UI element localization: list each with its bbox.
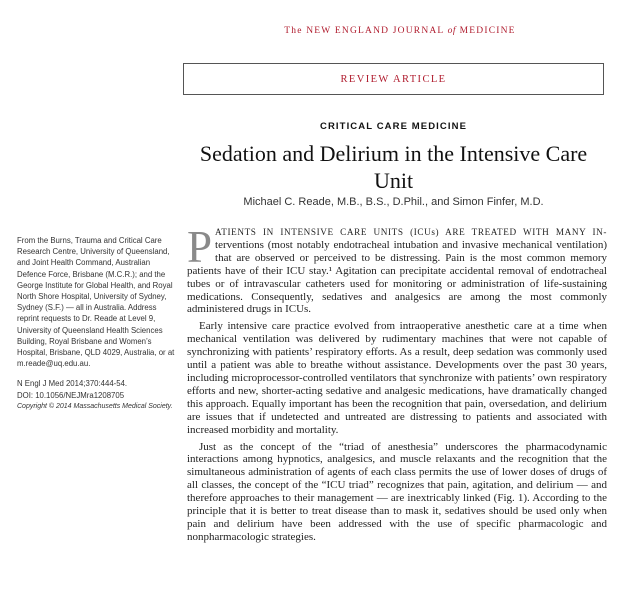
sidebar-notes bbox=[17, 235, 175, 412]
journal-header bbox=[180, 26, 620, 36]
article-type-label: REVIEW ARTICLE bbox=[340, 74, 447, 85]
journal-name-prefix: The NEW ENGLAND JOURNAL bbox=[284, 26, 445, 36]
body-paragraph-1-text: terventions (most notably endotracheal intubation and invasive mechanical ventilation) that are observed or perceived to be distressing. Pain is the most common memory patients have of their ICU stay.¹ Agitation can precipitate accidental removal of endotracheal tubes or of intravascular catheters used for monitoring or administration of life-sustaining medications. Consequently, sedatives and analgesics are among the most commonly administered drugs in ICUs. bbox=[187, 238, 607, 316]
journal-name-suffix: MEDICINE bbox=[459, 26, 516, 36]
doi-link[interactable]: DOI: 10.1056/NEJMra1208705 bbox=[17, 390, 125, 400]
copyright-notice: Copyright © 2014 Massachusetts Medical Society. bbox=[17, 402, 173, 410]
author-list: Michael C. Reade, M.B., B.S., D.Phil., and Simon Finfer, M.D. bbox=[243, 196, 544, 208]
author-affiliations: From the Burns, Trauma and Critical Care Research Centre, University of Queensland, and Joint Health Command, Australian Defence Force, Brisbane (M.C.R.); and the George Institute for Global Health, and Royal North Shore Hospital, University of Sydney, Sydney (S.F.) — all in Australia. Address reprint requests to Dr. Reade at Level 9, University of Queensland Health Sciences Building, Royal Brisbane and Women’s Hospital, Brisbane, QLD 4029, Australia, or at m.reade@uq.edu.au. bbox=[17, 236, 175, 369]
body-paragraph-3: Just as the concept of the “triad of anesthesia” underscores the pharmacodynamic interactions among hypnotics, analgesics, and muscle relaxants and the recognition that the simultaneous administration of agents of each class permits the use of lower doses of drugs of all classes, the concept of the “ICU triad” recognizes that pain, agitation, and delirium — and therefore approaches to their management — are inextricably linked (Fig. 1). According to the principle that it is better to treat disease than to mask it, sedatives should be used only when pain and delirium have been addressed with the use of specific pharmacologic and nonpharmacologic strategies. bbox=[187, 440, 607, 543]
article-title: Sedation and Delirium in the Intensive Care Unit bbox=[199, 141, 588, 193]
article-type-banner bbox=[183, 63, 604, 95]
drop-cap: P bbox=[187, 222, 213, 272]
article-body bbox=[187, 222, 607, 544]
citation: N Engl J Med 2014;370:444-54. bbox=[17, 379, 128, 389]
section-label: CRITICAL CARE MEDICINE bbox=[320, 121, 467, 132]
lead-in-caps: ATIENTS IN INTENSIVE CARE UNITS (ICUs) ARE TREATED WITH MANY IN- bbox=[215, 227, 607, 237]
journal-name-of: of bbox=[447, 26, 457, 36]
body-paragraph-1 bbox=[187, 222, 607, 316]
body-paragraph-2: Early intensive care practice evolved from intraoperative anesthetic care at a time when mechanical ventilation was delivered by rudimentary machines that were not capable of synchronizing with patients’ respiratory efforts. As a result, deep sedation was commonly used until a patient was able to breathe without assistance. Developments over the past 30 years, including microprocessor-controlled ventilators that synchronize with patients’ own respiratory efforts and new, shorter-acting sedative and analgesic medications, have dramatically changed this approach. Equally important has been the recognition that pain, oversedation, and delirium are issues that if undetected and untreated are distressing to patients and associated with increased morbidity and mortality. bbox=[187, 320, 607, 436]
